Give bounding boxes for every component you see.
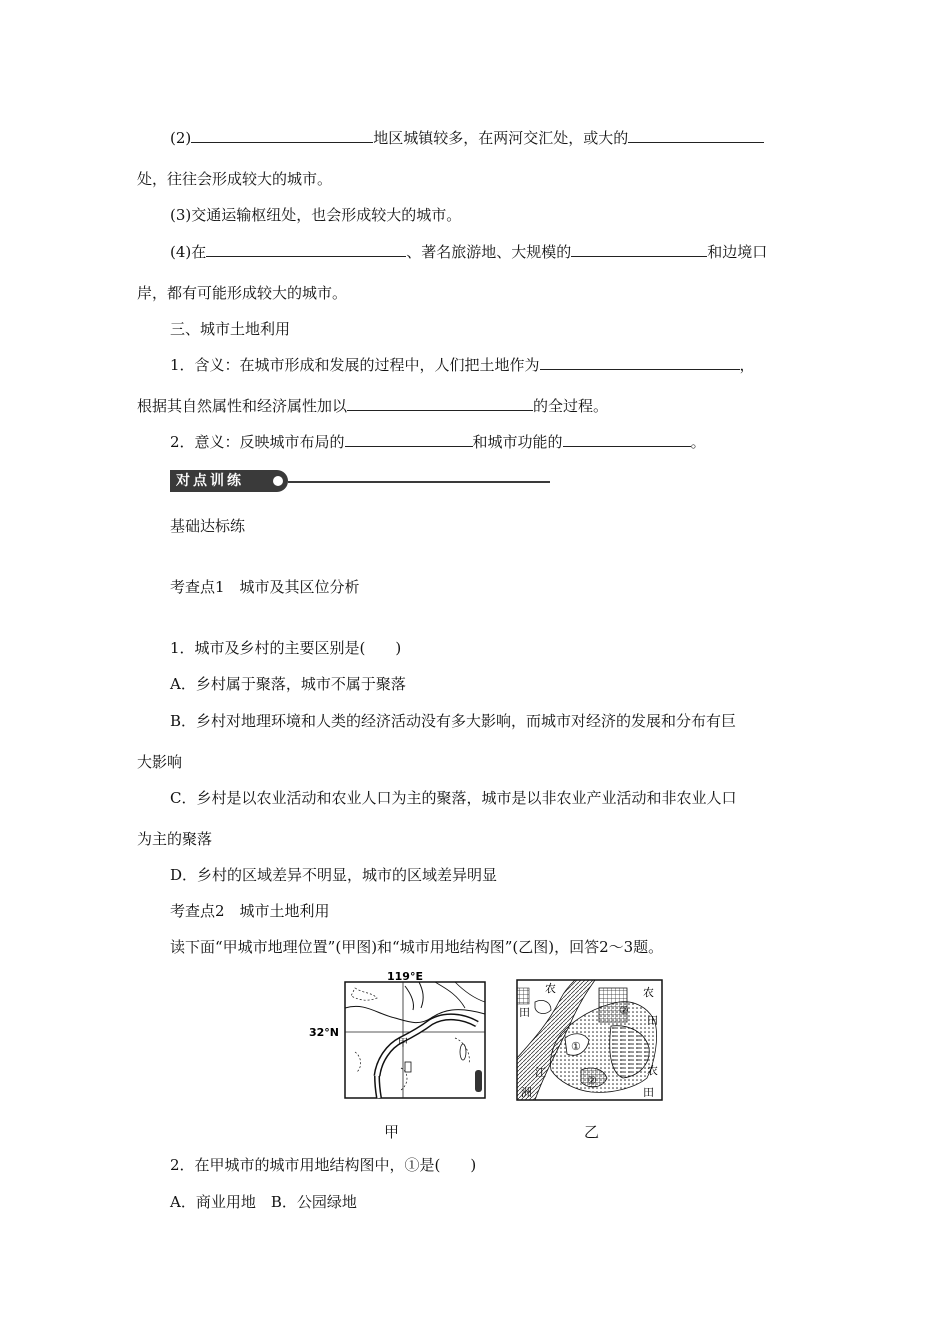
- text-line-2: [170, 128, 817, 148]
- text-fragment: 。: [690, 433, 706, 451]
- exam-point-1: 考查点1 城市及其区位分析: [170, 578, 360, 596]
- text-line-significance: [170, 432, 817, 452]
- farmland-label: 农: [545, 982, 556, 995]
- text-fragment: 和边境口: [707, 243, 768, 261]
- fill-blank: [571, 242, 707, 257]
- text-fragment: 根据其自然属性和经济属性加以: [137, 397, 348, 415]
- text-fragment: 、著名旅游地、大规模的: [406, 243, 572, 261]
- banner-rule: [288, 481, 550, 483]
- text-fragment: 1．含义：在城市形成和发展的过程中，人们把土地作为: [170, 356, 540, 374]
- fill-blank: [191, 128, 373, 143]
- text-fragment: 和城市功能的: [472, 433, 563, 451]
- text-line-process: [137, 396, 817, 416]
- zone-marker-1: ①: [571, 1040, 581, 1053]
- farmland-label: 田: [647, 1014, 658, 1027]
- question-2: 2．在甲城市的城市用地结构图中，①是( ): [170, 1156, 477, 1174]
- text-fragment: 2．意义：反映城市布局的: [170, 433, 345, 451]
- land-use-structure-map: [515, 978, 665, 1103]
- farmland-label: 田: [519, 1006, 530, 1019]
- text-fragment: ，: [739, 356, 755, 374]
- item-number: (2): [170, 129, 192, 147]
- reading-instruction: 读下面“甲城市地理位置”(甲图)和“城市用地结构图”(乙图)，回答2～3题。: [170, 938, 664, 956]
- farmland-label: 田: [643, 1086, 654, 1099]
- text-line-meaning: [170, 355, 817, 375]
- fill-blank: [540, 355, 740, 370]
- river-label: 江: [535, 1066, 546, 1079]
- bullet-dot-icon: [273, 476, 283, 486]
- text-line: 岸，都有可能形成较大的城市。: [137, 284, 348, 302]
- city-jia-label: 甲: [398, 1038, 408, 1049]
- option-a: A．乡村属于聚落，城市不属于聚落: [170, 675, 406, 693]
- longitude-label: 119°E: [387, 970, 423, 983]
- text-line: 处，往往会形成较大的城市。: [137, 170, 333, 188]
- fill-blank: [347, 396, 533, 411]
- text-line-4: [170, 242, 817, 262]
- map-caption-yi: 乙: [584, 1123, 600, 1141]
- option-c-continued: 为主的聚落: [137, 830, 213, 848]
- section-heading: 三、城市土地利用: [170, 320, 291, 338]
- question-1: 1．城市及乡村的主要区别是( ): [170, 639, 402, 657]
- latitude-label: 32°N: [309, 1026, 340, 1039]
- fill-blank: [206, 242, 406, 257]
- map-caption-jia: 甲: [384, 1123, 400, 1141]
- text-fragment: 的全过程。: [533, 397, 609, 415]
- zone-marker-2: ②: [587, 1074, 597, 1087]
- option-b: B．乡村对地理环境和人类的经济活动没有多大影响，而城市对经济的发展和分布有巨: [170, 712, 737, 730]
- practice-banner: [170, 470, 550, 494]
- question-2-options: A．商业用地 B．公园绿地: [170, 1193, 357, 1211]
- option-b-continued: 大影响: [137, 753, 183, 771]
- zone-marker-2: ②: [619, 1004, 629, 1017]
- banner-label: 对点训练: [170, 470, 288, 492]
- text-line-3: (3)交通运输枢纽处，也会形成较大的城市。: [170, 206, 462, 224]
- fill-blank: [345, 432, 473, 447]
- fill-blank: [628, 128, 764, 143]
- option-d: D．乡村的区域差异不明显，城市的区域差异明显: [170, 866, 498, 884]
- text-fragment: 地区城镇较多，在两河交汇处，或大的: [373, 129, 629, 147]
- fill-blank: [563, 432, 691, 447]
- city-location-map: [305, 968, 490, 1103]
- exam-point-2: 考查点2 城市土地利用: [170, 902, 330, 920]
- farmland-label: 农: [647, 1064, 658, 1077]
- subsection-title: 基础达标练: [170, 517, 246, 535]
- farmland-label: 农: [643, 986, 654, 999]
- river-label: 洲: [521, 1086, 532, 1099]
- text-fragment: (4)在: [170, 243, 207, 261]
- option-c: C．乡村是以农业活动和农业人口为主的聚落，城市是以非农业产业活动和非农业人口: [170, 789, 737, 807]
